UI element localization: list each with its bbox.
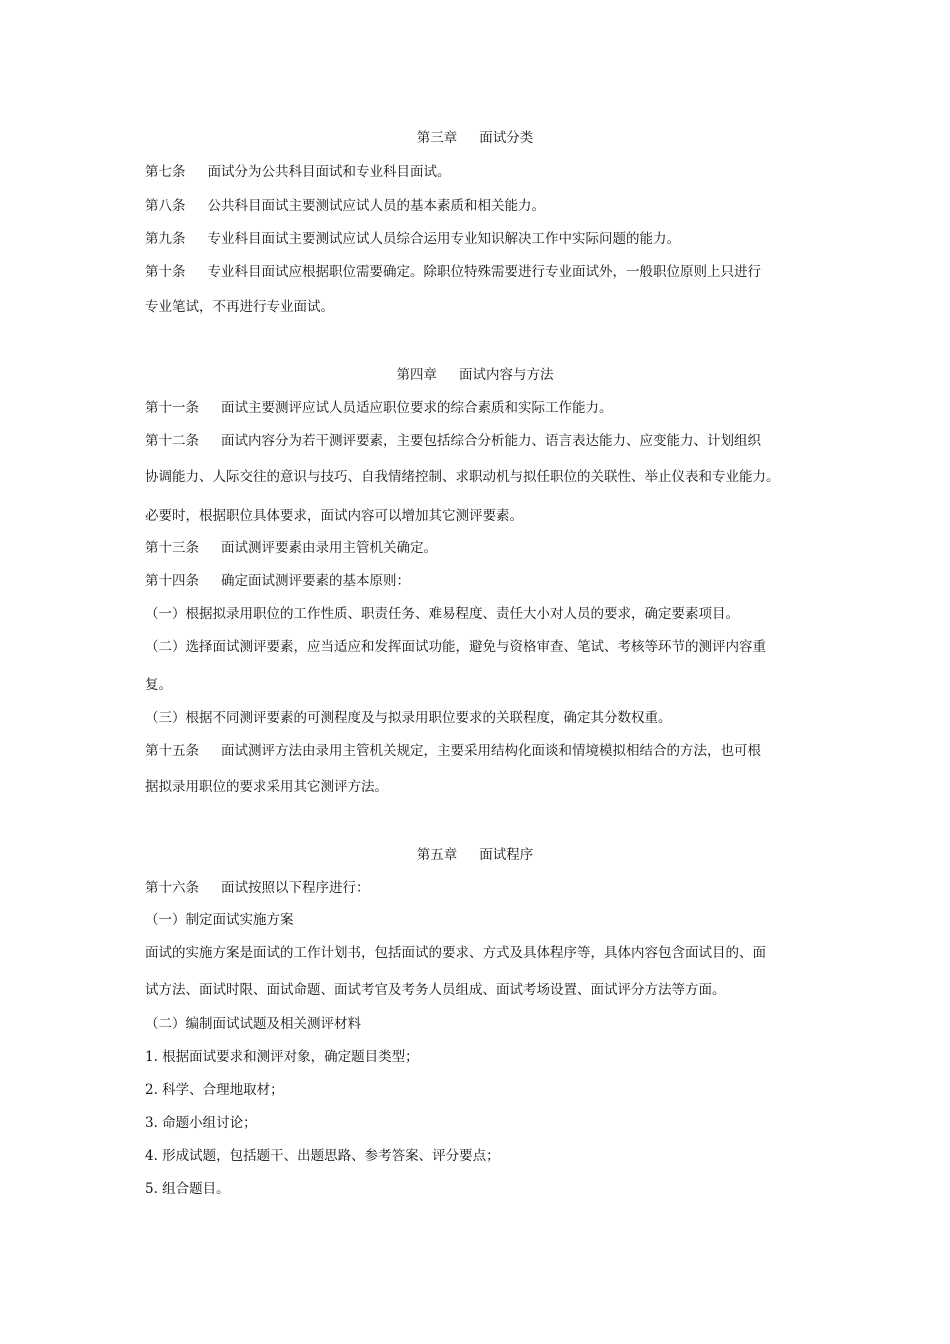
- article-label: 第九条: [145, 231, 186, 247]
- list-item: [145, 1080, 825, 1100]
- paragraph-text: 面试的实施方案是面试的工作计划书，包括面试的要求、方式及具体程序等，具体内容包含面试目的、面: [145, 945, 766, 961]
- list-item: [145, 1113, 825, 1133]
- list-item-text: 2. 科学、合理地取材；: [145, 1082, 284, 1098]
- paragraph-text: （一）根据拟录用职位的工作性质、职责任务、难易程度、责任大小对人员的要求，确定要素项目。: [145, 606, 739, 622]
- chapter-heading: [0, 365, 950, 385]
- article-label: 第七条: [145, 164, 186, 180]
- article-label: 第十四条: [145, 573, 199, 589]
- paragraph-text: 试方法、面试时限、面试命题、面试考官及考务人员组成、面试考场设置、面试评分方法等方面。: [145, 982, 726, 998]
- article-text: 确定面试测评要素的基本原则：: [221, 573, 410, 589]
- article-label: 第八条: [145, 198, 186, 214]
- article-text: 专业科目面试主要测试应试人员综合运用专业知识解决工作中实际问题的能力。: [207, 231, 680, 247]
- chapter-number: 第三章: [416, 130, 458, 146]
- article-line: [145, 878, 825, 898]
- paragraph-line: [145, 675, 825, 695]
- paragraph-line: [145, 910, 825, 930]
- article-text: 面试分为公共科目面试和专业科目面试。: [207, 164, 451, 180]
- paragraph-text: 必要时，根据职位具体要求，面试内容可以增加其它测评要素。: [145, 508, 523, 524]
- chapter-number: 第四章: [396, 367, 437, 383]
- article-line: [145, 431, 825, 451]
- article-label: 第十五条: [145, 743, 199, 759]
- paragraph-line: [145, 777, 825, 797]
- paragraph-text: 协调能力、人际交往的意识与技巧、自我情绪控制、求职动机与拟任职位的关联性、举止仪表和专业能力。: [145, 469, 780, 485]
- paragraph-text: （三）根据不同测评要素的可测程度及与拟录用职位要求的关联程度，确定其分数权重。: [145, 710, 672, 726]
- paragraph-line: [145, 1014, 825, 1034]
- list-item-text: 3. 命题小组讨论；: [145, 1115, 257, 1131]
- chapter-number: 第五章: [416, 847, 458, 863]
- article-line: [145, 571, 825, 591]
- article-text: 专业科目面试应根据职位需要确定。除职位特殊需要进行专业面试外，一般职位原则上只进行: [207, 264, 761, 280]
- chapter-title: 面试程序: [479, 847, 534, 863]
- article-text: 公共科目面试主要测试应试人员的基本素质和相关能力。: [207, 198, 545, 214]
- article-line: [145, 741, 825, 761]
- paragraph-line: [145, 467, 825, 487]
- paragraph-text: 专业笔试，不再进行专业面试。: [145, 299, 334, 315]
- article-text: 面试主要测评应试人员适应职位要求的综合素质和实际工作能力。: [221, 400, 613, 416]
- article-label: 第十三条: [145, 540, 199, 556]
- article-text: 面试按照以下程序进行：: [221, 880, 370, 896]
- paragraph-line: [145, 637, 825, 657]
- paragraph-line: [145, 506, 825, 526]
- list-item-text: 5. 组合题目。: [145, 1181, 230, 1197]
- list-item: [145, 1179, 825, 1199]
- article-label: 第十二条: [145, 433, 199, 449]
- chapter-title: 面试分类: [479, 130, 534, 146]
- paragraph-text: （二）编制面试试题及相关测评材料: [145, 1016, 361, 1032]
- paragraph-text: 复。: [145, 677, 172, 693]
- chapter-title: 面试内容与方法: [459, 367, 554, 383]
- article-label: 第十六条: [145, 880, 199, 896]
- paragraph-line: [145, 943, 825, 963]
- article-label: 第十条: [145, 264, 186, 280]
- article-label: 第十一条: [145, 400, 199, 416]
- chapter-heading: [0, 128, 950, 148]
- article-text: 面试测评方法由录用主管机关规定，主要采用结构化面谈和情境模拟相结合的方法，也可根: [221, 743, 761, 759]
- chapter-heading: [0, 845, 950, 865]
- paragraph-line: [145, 604, 825, 624]
- article-text: 面试测评要素由录用主管机关确定。: [221, 540, 437, 556]
- list-item: [145, 1047, 825, 1067]
- article-line: [145, 229, 825, 249]
- list-item-text: 1. 根据面试要求和测评对象，确定题目类型；: [145, 1049, 419, 1065]
- article-line: [145, 196, 825, 216]
- list-item: [145, 1146, 825, 1166]
- list-item-text: 4. 形成试题，包括题干、出题思路、参考答案、评分要点；: [145, 1148, 500, 1164]
- article-line: [145, 398, 825, 418]
- paragraph-line: [145, 297, 825, 317]
- paragraph-line: [145, 980, 825, 1000]
- paragraph-text: （二）选择面试测评要素，应当适应和发挥面试功能，避免与资格审查、笔试、考核等环节的测评内容重: [145, 639, 766, 655]
- paragraph-text: 据拟录用职位的要求采用其它测评方法。: [145, 779, 388, 795]
- article-text: 面试内容分为若干测评要素，主要包括综合分析能力、语言表达能力、应变能力、计划组织: [221, 433, 761, 449]
- article-line: [145, 162, 825, 182]
- paragraph-line: [145, 708, 825, 728]
- article-line: [145, 262, 825, 282]
- article-line: [145, 538, 825, 558]
- paragraph-text: （一）制定面试实施方案: [145, 912, 294, 928]
